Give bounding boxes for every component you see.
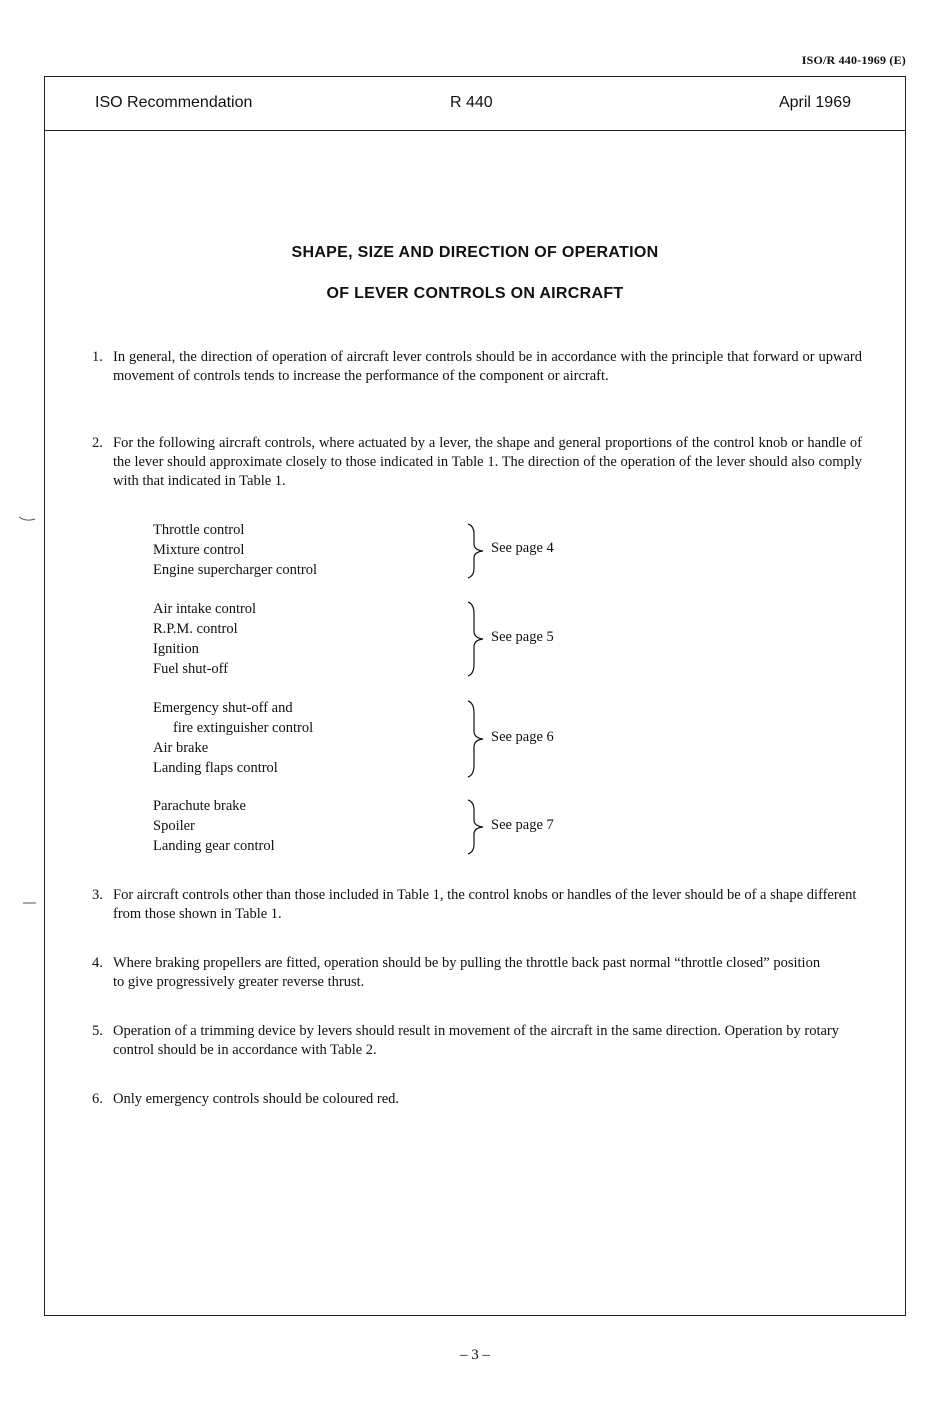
paragraph-number: 2. xyxy=(92,435,103,451)
control-item: Landing flaps control xyxy=(153,760,278,776)
paragraph-6 xyxy=(92,1090,862,1109)
control-item: Emergency shut-off and xyxy=(153,700,293,716)
paragraph-text: For aircraft controls other than those included in Table 1, the control knobs or handles of the lever should be of a shape different from those shown in Table 1. xyxy=(113,887,857,922)
header-center: R 440 xyxy=(450,94,493,111)
paragraph-text: For the following aircraft controls, where actuated by a lever, the shape and general proportions of the control knob or handle of the lever should approximate closely to those indicated in Table 1. The direction of the operation of the lever should also comply with that indicated in Table 1. xyxy=(113,435,862,489)
control-item: Ignition xyxy=(153,641,199,657)
paragraph-1 xyxy=(92,348,862,386)
brace-icon xyxy=(462,600,492,678)
see-page-reference: See page 7 xyxy=(491,817,554,833)
header-right: April 1969 xyxy=(778,94,851,111)
header-left: ISO Recommendation xyxy=(95,94,253,111)
scan-mark xyxy=(22,898,38,908)
see-page-reference: See page 5 xyxy=(491,629,554,645)
control-item: Parachute brake xyxy=(153,798,246,814)
paragraph-number: 1. xyxy=(92,349,103,365)
brace-icon xyxy=(462,522,492,580)
title-line-2: OF LEVER CONTROLS ON AIRCRAFT xyxy=(326,285,624,302)
control-item: Throttle control xyxy=(153,522,245,538)
page-frame xyxy=(44,76,906,1316)
control-item: Fuel shut-off xyxy=(153,661,229,677)
paragraph-number: 6. xyxy=(92,1091,103,1107)
paragraph-text: Only emergency controls should be coloured red. xyxy=(113,1091,400,1107)
paragraph-text: Operation of a trimming device by levers should result in movement of the aircraft in the same direction. Operation by rotary control should be in accordance with Table 2. xyxy=(113,1023,839,1058)
control-group-1 xyxy=(153,520,317,580)
control-group-3 xyxy=(153,698,313,778)
control-item: Air brake xyxy=(153,740,209,756)
paragraph-3 xyxy=(92,886,862,924)
scan-mark xyxy=(18,514,38,524)
page-number: – 3 – xyxy=(460,1347,490,1363)
document-reference: ISO/R 440-1969 (E) xyxy=(801,53,906,67)
paragraph-2 xyxy=(92,434,862,491)
control-item: Mixture control xyxy=(153,542,245,558)
see-page-reference: See page 4 xyxy=(491,540,554,556)
brace-icon xyxy=(462,699,492,779)
control-item: Spoiler xyxy=(153,818,195,834)
brace-icon xyxy=(462,798,492,856)
paragraph-text: Where braking propellers are fitted, operation should be by pulling the throttle back past normal “throttle closed” position to give progressively greater reverse thrust. xyxy=(113,955,821,990)
control-item: R.P.M. control xyxy=(153,621,238,637)
paragraph-5 xyxy=(92,1022,862,1060)
control-item: fire extinguisher control xyxy=(173,720,314,736)
control-item: Air intake control xyxy=(153,601,257,617)
control-group-4 xyxy=(153,796,275,856)
header-bar xyxy=(45,77,905,131)
control-item: Engine supercharger control xyxy=(153,562,318,578)
control-group-2 xyxy=(153,599,256,679)
paragraph-number: 3. xyxy=(92,887,103,903)
control-item: Landing gear control xyxy=(153,838,275,854)
title-line-1: SHAPE, SIZE AND DIRECTION OF OPERATION xyxy=(291,244,659,261)
paragraph-4 xyxy=(92,954,862,992)
paragraph-text: In general, the direction of operation of aircraft lever controls should be in accordance with the principle that forward or upward movement of controls tends to increase the performance of the component or aircraft. xyxy=(113,349,862,384)
paragraph-number: 4. xyxy=(92,955,103,971)
paragraph-number: 5. xyxy=(92,1023,103,1039)
see-page-reference: See page 6 xyxy=(491,729,554,745)
